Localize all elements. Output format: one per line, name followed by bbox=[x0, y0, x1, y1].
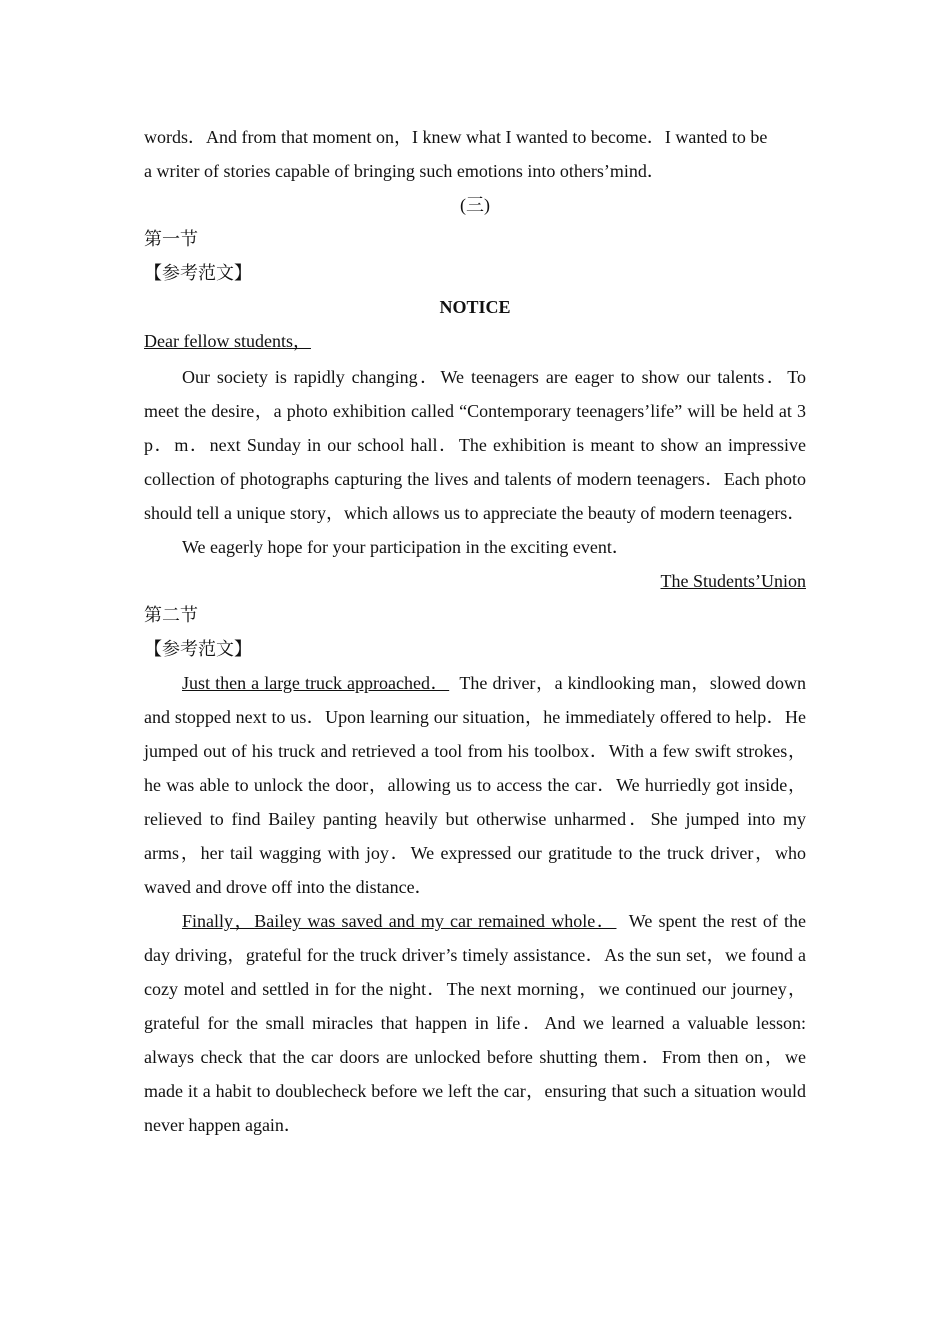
part-two-heading: 第二节 bbox=[144, 605, 198, 625]
story-paragraph-2 bbox=[144, 904, 806, 1142]
notice-title: NOTICE bbox=[439, 297, 511, 317]
document-page bbox=[144, 120, 806, 1142]
part-one-heading: 第一节 bbox=[144, 229, 198, 249]
story-paragraph-1 bbox=[144, 666, 806, 904]
notice-paragraph-2: We eagerly hope for your participation in the exciting event． bbox=[182, 537, 630, 557]
story-lead-1: Just then a large truck approached． bbox=[182, 673, 450, 693]
greeting bbox=[144, 324, 806, 358]
story-body-2: We spent the rest of the day driving，grateful for the truck driver’s timely assistance．As the sun set，we found a cozy motel and settled in for the night．The next morning，we continued our journey，grateful for the small miracles that happen in life．And we learned a valuable lesson: always check that the car doors are unlocked before shutting them．From then on，we made it a habit to doublecheck before we left the car，ensuring that such a situation would never happen again． bbox=[144, 911, 807, 1135]
notice-paragraph-1: Our society is rapidly changing．We teenagers are eager to show our talents．To meet the desire，a photo exhibition called “Contemporary teenagers’life” will be held at 3 p．m．next Sunday in our school hall．The exhibition is meant to show an impressive collection of photographs capturing the lives and talents of modern teenagers．Each photo should tell a unique story，which allows us to appreciate the beauty of modern teenagers． bbox=[144, 367, 806, 523]
story-lead-2: Finally，Bailey was saved and my car remained whole． bbox=[182, 911, 617, 931]
greeting-text: Dear fellow students， bbox=[144, 331, 311, 351]
story-body-1: The driver，a kindlooking man，slowed down and stopped next to us．Upon learning our situation，he immediately offered to help．He jumped out of his truck and retrieved a tool from his toolbox．With a few swift strokes，he was able to unlock the door，allowing us to access the car．We hurriedly got inside，relieved to find Bailey panting heavily but otherwise unharmed．She jumped into my arms，her tail wagging with joy．We expressed our gratitude to the truck driver，who waved and drove off into the distance． bbox=[144, 673, 807, 897]
continuation-line-2: a writer of stories capable of bringing such emotions into others’mind． bbox=[144, 161, 665, 181]
section-marker: (三) bbox=[460, 195, 490, 215]
reference-label-2: 【参考范文】 bbox=[144, 639, 252, 659]
continuation-line-1: words．And from that moment on，I knew what I wanted to become．I wanted to be bbox=[144, 127, 768, 147]
reference-label-1: 【参考范文】 bbox=[144, 263, 252, 283]
signature bbox=[144, 564, 806, 598]
signature-text: The Students’Union bbox=[660, 571, 806, 591]
